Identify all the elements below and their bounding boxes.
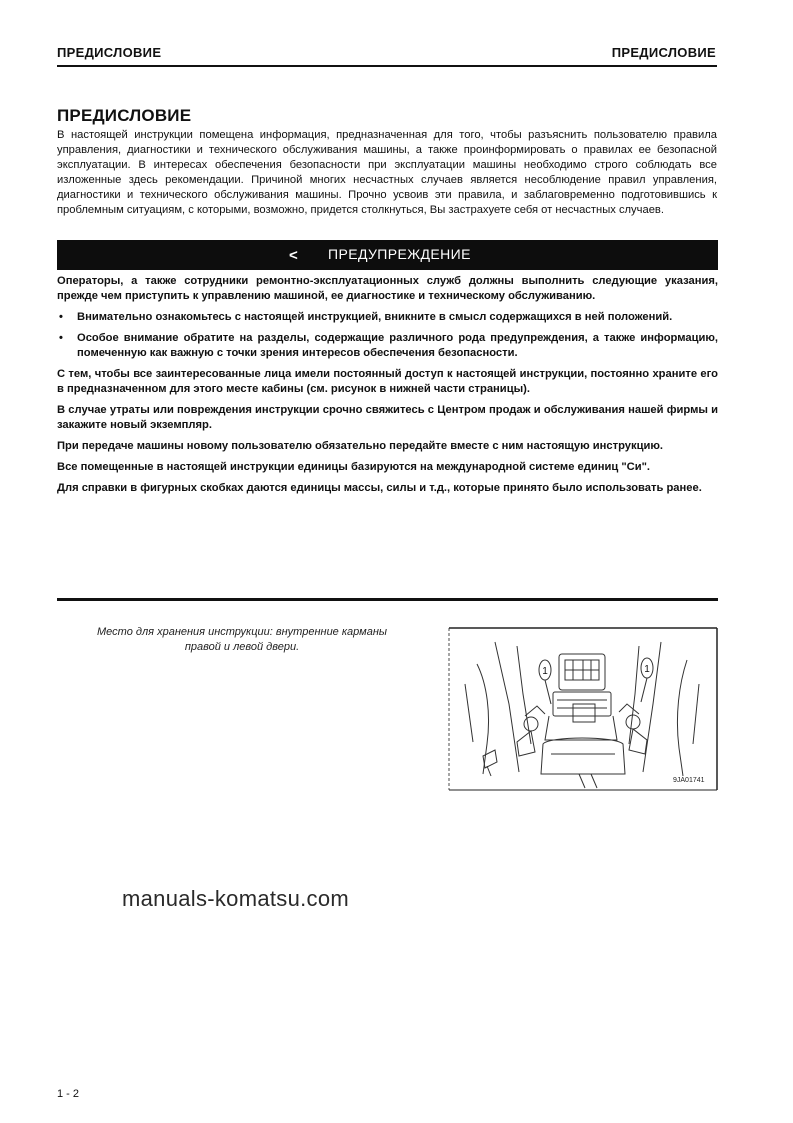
- warning-bullet: [57, 310, 718, 325]
- watermark: manuals-komatsu.com: [122, 886, 349, 911]
- warning-banner: [57, 240, 718, 270]
- bullet-text: Особое внимание обратите на разделы, содержащие различного рода предупреждения, а также информацию, помеченную как важную с точки зрения интересов обеспечения безопасности.: [77, 332, 718, 359]
- callout-right-number: 1: [644, 664, 650, 675]
- page-number: 1 - 2: [57, 1088, 80, 1100]
- header-rule: [57, 65, 717, 67]
- warning-paragraph: С тем, чтобы все заинтересованные лица имели постоянный доступ к настоящей инструкции, постоянно храните его в предназначенном для этого месте кабины (см. рисунок в нижней части страницы).: [57, 368, 718, 395]
- warning-bullet: [57, 331, 718, 361]
- callout-left-number: 1: [542, 666, 548, 677]
- warning-paragraph: Для справки в фигурных скобках даются единицы массы, силы и т.д., которые принято было использовать ранее.: [57, 482, 702, 494]
- warning-icon: <: [289, 247, 298, 264]
- section-title: ПРЕДИСЛОВИЕ: [57, 106, 192, 125]
- bullet-text: Внимательно ознакомьтесь с настоящей инструкцией, вникните в смысл содержащихся в ней положений.: [77, 311, 673, 323]
- intro-paragraph: В настоящей инструкции помещена информация, предназначенная для того, чтобы разъяснить пользователю правила управления, диагностики и технического обслуживания машины, а также проинформировать о правилах ее безопасной эксплуатации. В интересах обеспечения безопасности при эксплуатации машины необходимо строго соблюдать все изложенные здесь рекомендации. Причиной многих несчастных случаев является несоблюдение правил управления, диагностики и технического обслуживания машины. Прочно усвоив эти правила, и заблаговременно подготовившись к проблемным ситуациям, с которыми, возможно, придется столкнуться, Вы застрахуете себя от несчастных случаев.: [57, 129, 717, 216]
- warning-paragraph: При передаче машины новому пользователю обязательно передайте вместе с ним настоящую инструкцию.: [57, 440, 664, 452]
- warning-title: ПРЕДУПРЕЖДЕНИЕ: [328, 246, 471, 262]
- running-header-left: ПРЕДИСЛОВИЕ: [57, 45, 162, 60]
- warning-lead: Операторы, а также сотрудники ремонтно-эксплуатационных служб должны выполнить следующие указания, прежде чем приступить к управлению машиной, ее диагностике и техническому обслуживанию.: [57, 275, 718, 302]
- warning-body: [57, 274, 718, 502]
- warning-paragraph: В случае утраты или повреждения инструкции срочно свяжитесь с Центром продаж и обслуживания нашей фирмы и закажите новый экземпляр.: [57, 404, 718, 431]
- warning-end-rule: [57, 598, 718, 601]
- figure-code: 9JA01741: [673, 777, 705, 784]
- running-header-right: ПРЕДИСЛОВИЕ: [611, 45, 716, 60]
- figure-caption: Место для хранения инструкции: внутренние карманы правой и левой двери.: [97, 626, 387, 653]
- warning-paragraph: Все помещенные в настоящей инструкции единицы базируются на международной системе единиц "Си".: [57, 461, 651, 473]
- bullet-glyph: •: [59, 311, 63, 323]
- cab-storage-figure: [447, 624, 719, 792]
- bullet-glyph: •: [59, 332, 63, 344]
- cab-illustration: [447, 624, 719, 792]
